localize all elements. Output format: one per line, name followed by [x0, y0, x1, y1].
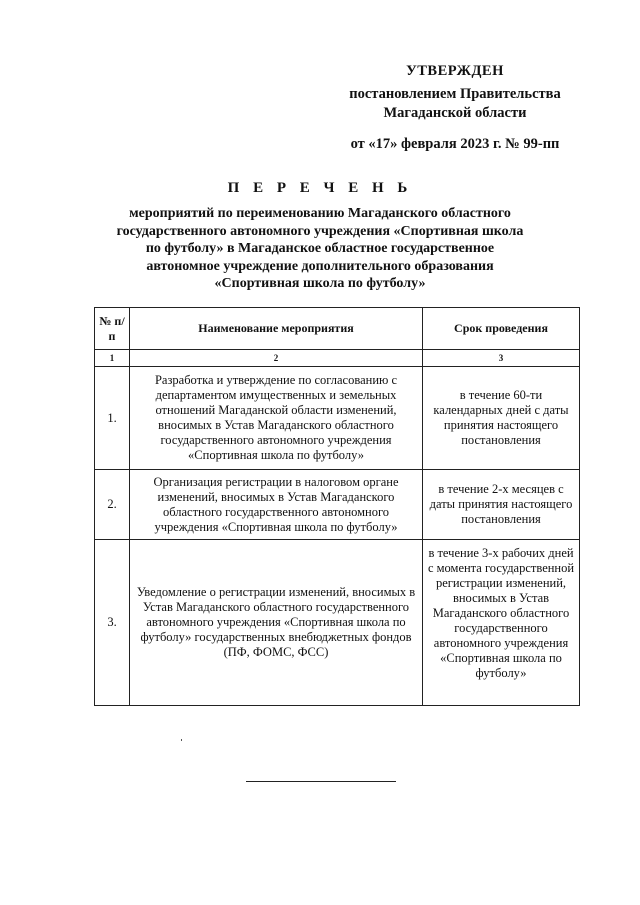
document-subtitle: мероприятий по переименованию Магаданского областного государственного автономного учреждения «Спортивная школа по футболу» в Магаданское областное государственное автономное учреждение дополнительного образования «Спортивная школа по футболу»: [116, 206, 524, 291]
column-number: 3: [423, 350, 580, 367]
row-term: в течение 3-х рабочих дней с момента государственной регистрации изменений, вносимых в Устав Магаданского областного государственного автономного учреждения «Спортивная школа по футболу»: [423, 540, 580, 706]
scan-speck: [181, 739, 182, 741]
header-event: Наименование мероприятия: [130, 308, 423, 350]
header-term: Срок проведения: [423, 308, 580, 350]
document-title: П Е Р Е Ч Е Н Ь: [227, 180, 413, 196]
row-number: 1.: [95, 367, 130, 470]
row-number: 3.: [95, 540, 130, 706]
table-row: [95, 540, 580, 706]
approval-line-2: Магаданской области: [383, 105, 527, 121]
row-term: в течение 2-х месяцев с даты принятия настоящего постановления: [423, 470, 580, 540]
closing-line: [246, 781, 396, 782]
approval-line-1: постановлением Правительства: [349, 86, 561, 102]
row-event: Организация регистрации в налоговом органе изменений, вносимых в Устав Магаданского областного государственного автономного учреждения «Спортивная школа по футболу»: [130, 470, 423, 540]
events-table: [94, 307, 580, 706]
table-row: [95, 470, 580, 540]
table-row: [95, 367, 580, 470]
approval-stamp: УТВЕРЖДЕН: [406, 63, 504, 79]
column-number: 1: [95, 350, 130, 367]
approval-block: [320, 62, 590, 154]
approval-date: от «17» февраля 2023 г. № 99-пп: [350, 136, 560, 152]
row-number: 2.: [95, 470, 130, 540]
column-number-row: [95, 350, 580, 367]
row-event: Разработка и утверждение по согласованию с департаментом имущественных и земельных отношений Магаданской области изменений, вносимых в Устав Магаданского областного государственного автономного учреждения «Спортивная школа по футболу»: [130, 367, 423, 470]
column-number: 2: [130, 350, 423, 367]
row-event: Уведомление о регистрации изменений, вносимых в Устав Магаданского областного государственного автономного учреждения «Спортивная школа по футболу» государственных внебюджетных фондов (ПФ, ФОМС, ФСС): [130, 540, 423, 706]
table-header-row: [95, 308, 580, 350]
header-number: № п/п: [95, 308, 130, 350]
row-term: в течение 60-ти календарных дней с даты принятия настоящего постановления: [423, 367, 580, 470]
